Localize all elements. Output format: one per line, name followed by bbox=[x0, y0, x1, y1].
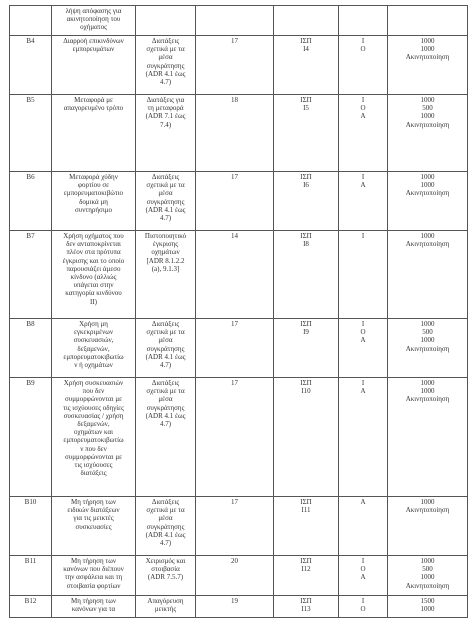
table-row bbox=[10, 556, 468, 596]
penalty-amount: 1000 Ακινητοποίηση bbox=[388, 231, 468, 319]
row-code: B6 bbox=[10, 172, 52, 231]
article-number: 17 bbox=[196, 319, 274, 378]
table-row bbox=[10, 231, 468, 319]
legal-provision: Διατάξεις σχετικά με τα μέσα συγκράτησης (ADR 4.1 έως 4.7) bbox=[136, 319, 196, 378]
violation-description: Μη τήρηση των κανόνων για τα bbox=[52, 596, 136, 618]
row-code bbox=[10, 6, 52, 36]
violation-description: Διαρροή επικινδύνων εμπορευμάτων bbox=[52, 36, 136, 95]
row-code: B5 bbox=[10, 95, 52, 172]
penalty-amount: 1000 500 1000 Ακινητοποίηση bbox=[388, 556, 468, 596]
violation-group bbox=[274, 6, 339, 36]
legal-provision: Χειρισμός και στοιβασία (ADR 7.5.7) bbox=[136, 556, 196, 596]
risk-category: Α bbox=[339, 497, 388, 556]
row-code: B7 bbox=[10, 231, 52, 319]
risk-category: Ι Α bbox=[339, 172, 388, 231]
article-number: 17 bbox=[196, 36, 274, 95]
legal-provision: Διατάξεις σχετικά με τα μέσα συγκράτησης (ADR 4.1 έως 4.7) bbox=[136, 36, 196, 95]
risk-category: Ι Ο Α bbox=[339, 95, 388, 172]
article-number: 14 bbox=[196, 231, 274, 319]
penalty-amount: 1000 1000 Ακινητοποίηση bbox=[388, 36, 468, 95]
violation-description: Μη τήρηση των ειδικών διατάξεων για τις μεικτές συσκευασίες bbox=[52, 497, 136, 556]
table-row bbox=[10, 378, 468, 497]
penalty-amount: 1000 Ακινητοποίηση bbox=[388, 497, 468, 556]
violation-group: ΙΣΠ Ι12 bbox=[274, 556, 339, 596]
row-code: B10 bbox=[10, 497, 52, 556]
legal-provision: Πιστοποιητικό έγκρισης οχημάτων [ADR 8.1.2.2 (a), 9.1.3] bbox=[136, 231, 196, 319]
violation-description: Χρήση μη εγκεκριμένων συσκευασιών, δεξαμενών, εμπορευματοκιβωτίω ν ή οχημάτων bbox=[52, 319, 136, 378]
violation-group: ΙΣΠ Ι9 bbox=[274, 319, 339, 378]
table-row bbox=[10, 95, 468, 172]
article-number: 17 bbox=[196, 172, 274, 231]
article-number: 17 bbox=[196, 378, 274, 497]
table-row bbox=[10, 319, 468, 378]
row-code: B4 bbox=[10, 36, 52, 95]
violation-group: ΙΣΠ Ι13 bbox=[274, 596, 339, 618]
row-code: B8 bbox=[10, 319, 52, 378]
table-row bbox=[10, 596, 468, 618]
legal-provision: Διατάξεις σχετικά με τα μέσα συγκράτησης (ADR 4.1 έως 4.7) bbox=[136, 172, 196, 231]
legal-provision: Διατάξεις σχετικά με τα μέσα συγκράτησης (ADR 4.1 έως 4.7) bbox=[136, 378, 196, 497]
penalty-amount: 1000 1000 Ακινητοποίηση bbox=[388, 378, 468, 497]
article-number: 18 bbox=[196, 95, 274, 172]
risk-category: Ι bbox=[339, 231, 388, 319]
row-code: B11 bbox=[10, 556, 52, 596]
risk-category: Ι Ο Α bbox=[339, 319, 388, 378]
article-number: 19 bbox=[196, 596, 274, 618]
risk-category: Ι Α bbox=[339, 378, 388, 497]
violation-group: ΙΣΠ Ι4 bbox=[274, 36, 339, 95]
table-row bbox=[10, 497, 468, 556]
article-number: 17 bbox=[196, 497, 274, 556]
violation-group: ΙΣΠ Ι10 bbox=[274, 378, 339, 497]
violation-description: Χρήση συσκευασιών που δεν συμμορφώνονται με τις ισχύουσες οδηγίες συσκευασίας / χρήση δεξαμενών, οχημάτων και εμπορευματοκιβωτίω ν που δεν συμμορφώνονται με τις ισχύουσες διατάξεις bbox=[52, 378, 136, 497]
table-row bbox=[10, 6, 468, 36]
violation-description: Μη τήρηση των κανόνων που διέπουν την ασφάλεια και τη στοιβασία φορτίων bbox=[52, 556, 136, 596]
table-row bbox=[10, 36, 468, 95]
penalties-table bbox=[9, 5, 468, 618]
violation-description: Μεταφορά με απαγορευμένο τρόπο bbox=[52, 95, 136, 172]
penalty-amount: 1500 1000 bbox=[388, 596, 468, 618]
legal-provision: Διατάξεις σχετικά με τα μέσα συγκράτησης (ADR 4.1 έως 4.7) bbox=[136, 497, 196, 556]
violation-description: Χρήση οχήματος που δεν ανταποκρίνεται πλέον στα πρότυπα έγκρισης και το οποίο παρουσιάζει άμεσο κίνδυνο (αλλιώς υπάγεται στην κατηγορία κινδύνου II) bbox=[52, 231, 136, 319]
penalty-amount: 1000 1000 Ακινητοποίηση bbox=[388, 172, 468, 231]
violation-group: ΙΣΠ Ι5 bbox=[274, 95, 339, 172]
risk-category: Ι Ο bbox=[339, 596, 388, 618]
penalties-table-body bbox=[10, 6, 468, 618]
legal-provision bbox=[136, 6, 196, 36]
article-number bbox=[196, 6, 274, 36]
article-number: 20 bbox=[196, 556, 274, 596]
penalty-amount: 1000 500 1000 Ακινητοποίηση bbox=[388, 95, 468, 172]
violation-group: ΙΣΠ Ι6 bbox=[274, 172, 339, 231]
violation-group: ΙΣΠ Ι8 bbox=[274, 231, 339, 319]
legal-provision: Απαγόρευση μεικτής bbox=[136, 596, 196, 618]
violation-description: Μεταφορά χύδην φορτίου σε εμπορευματοκιβώτιο δομικά μη συντηρήσιμο bbox=[52, 172, 136, 231]
risk-category: Ι Ο Α bbox=[339, 556, 388, 596]
penalty-amount: 1000 500 1000 Ακινητοποίηση bbox=[388, 319, 468, 378]
violation-description: λήψη απόφασης για ακινητοποίηση του οχήματος bbox=[52, 6, 136, 36]
row-code: B9 bbox=[10, 378, 52, 497]
row-code: B12 bbox=[10, 596, 52, 618]
penalty-amount bbox=[388, 6, 468, 36]
risk-category: Ι Ο bbox=[339, 36, 388, 95]
violation-group: ΙΣΠ Ι11 bbox=[274, 497, 339, 556]
table-row bbox=[10, 172, 468, 231]
risk-category bbox=[339, 6, 388, 36]
legal-provision: Διατάξεις για τη μεταφορά (ADR 7.1 έως 7.4) bbox=[136, 95, 196, 172]
